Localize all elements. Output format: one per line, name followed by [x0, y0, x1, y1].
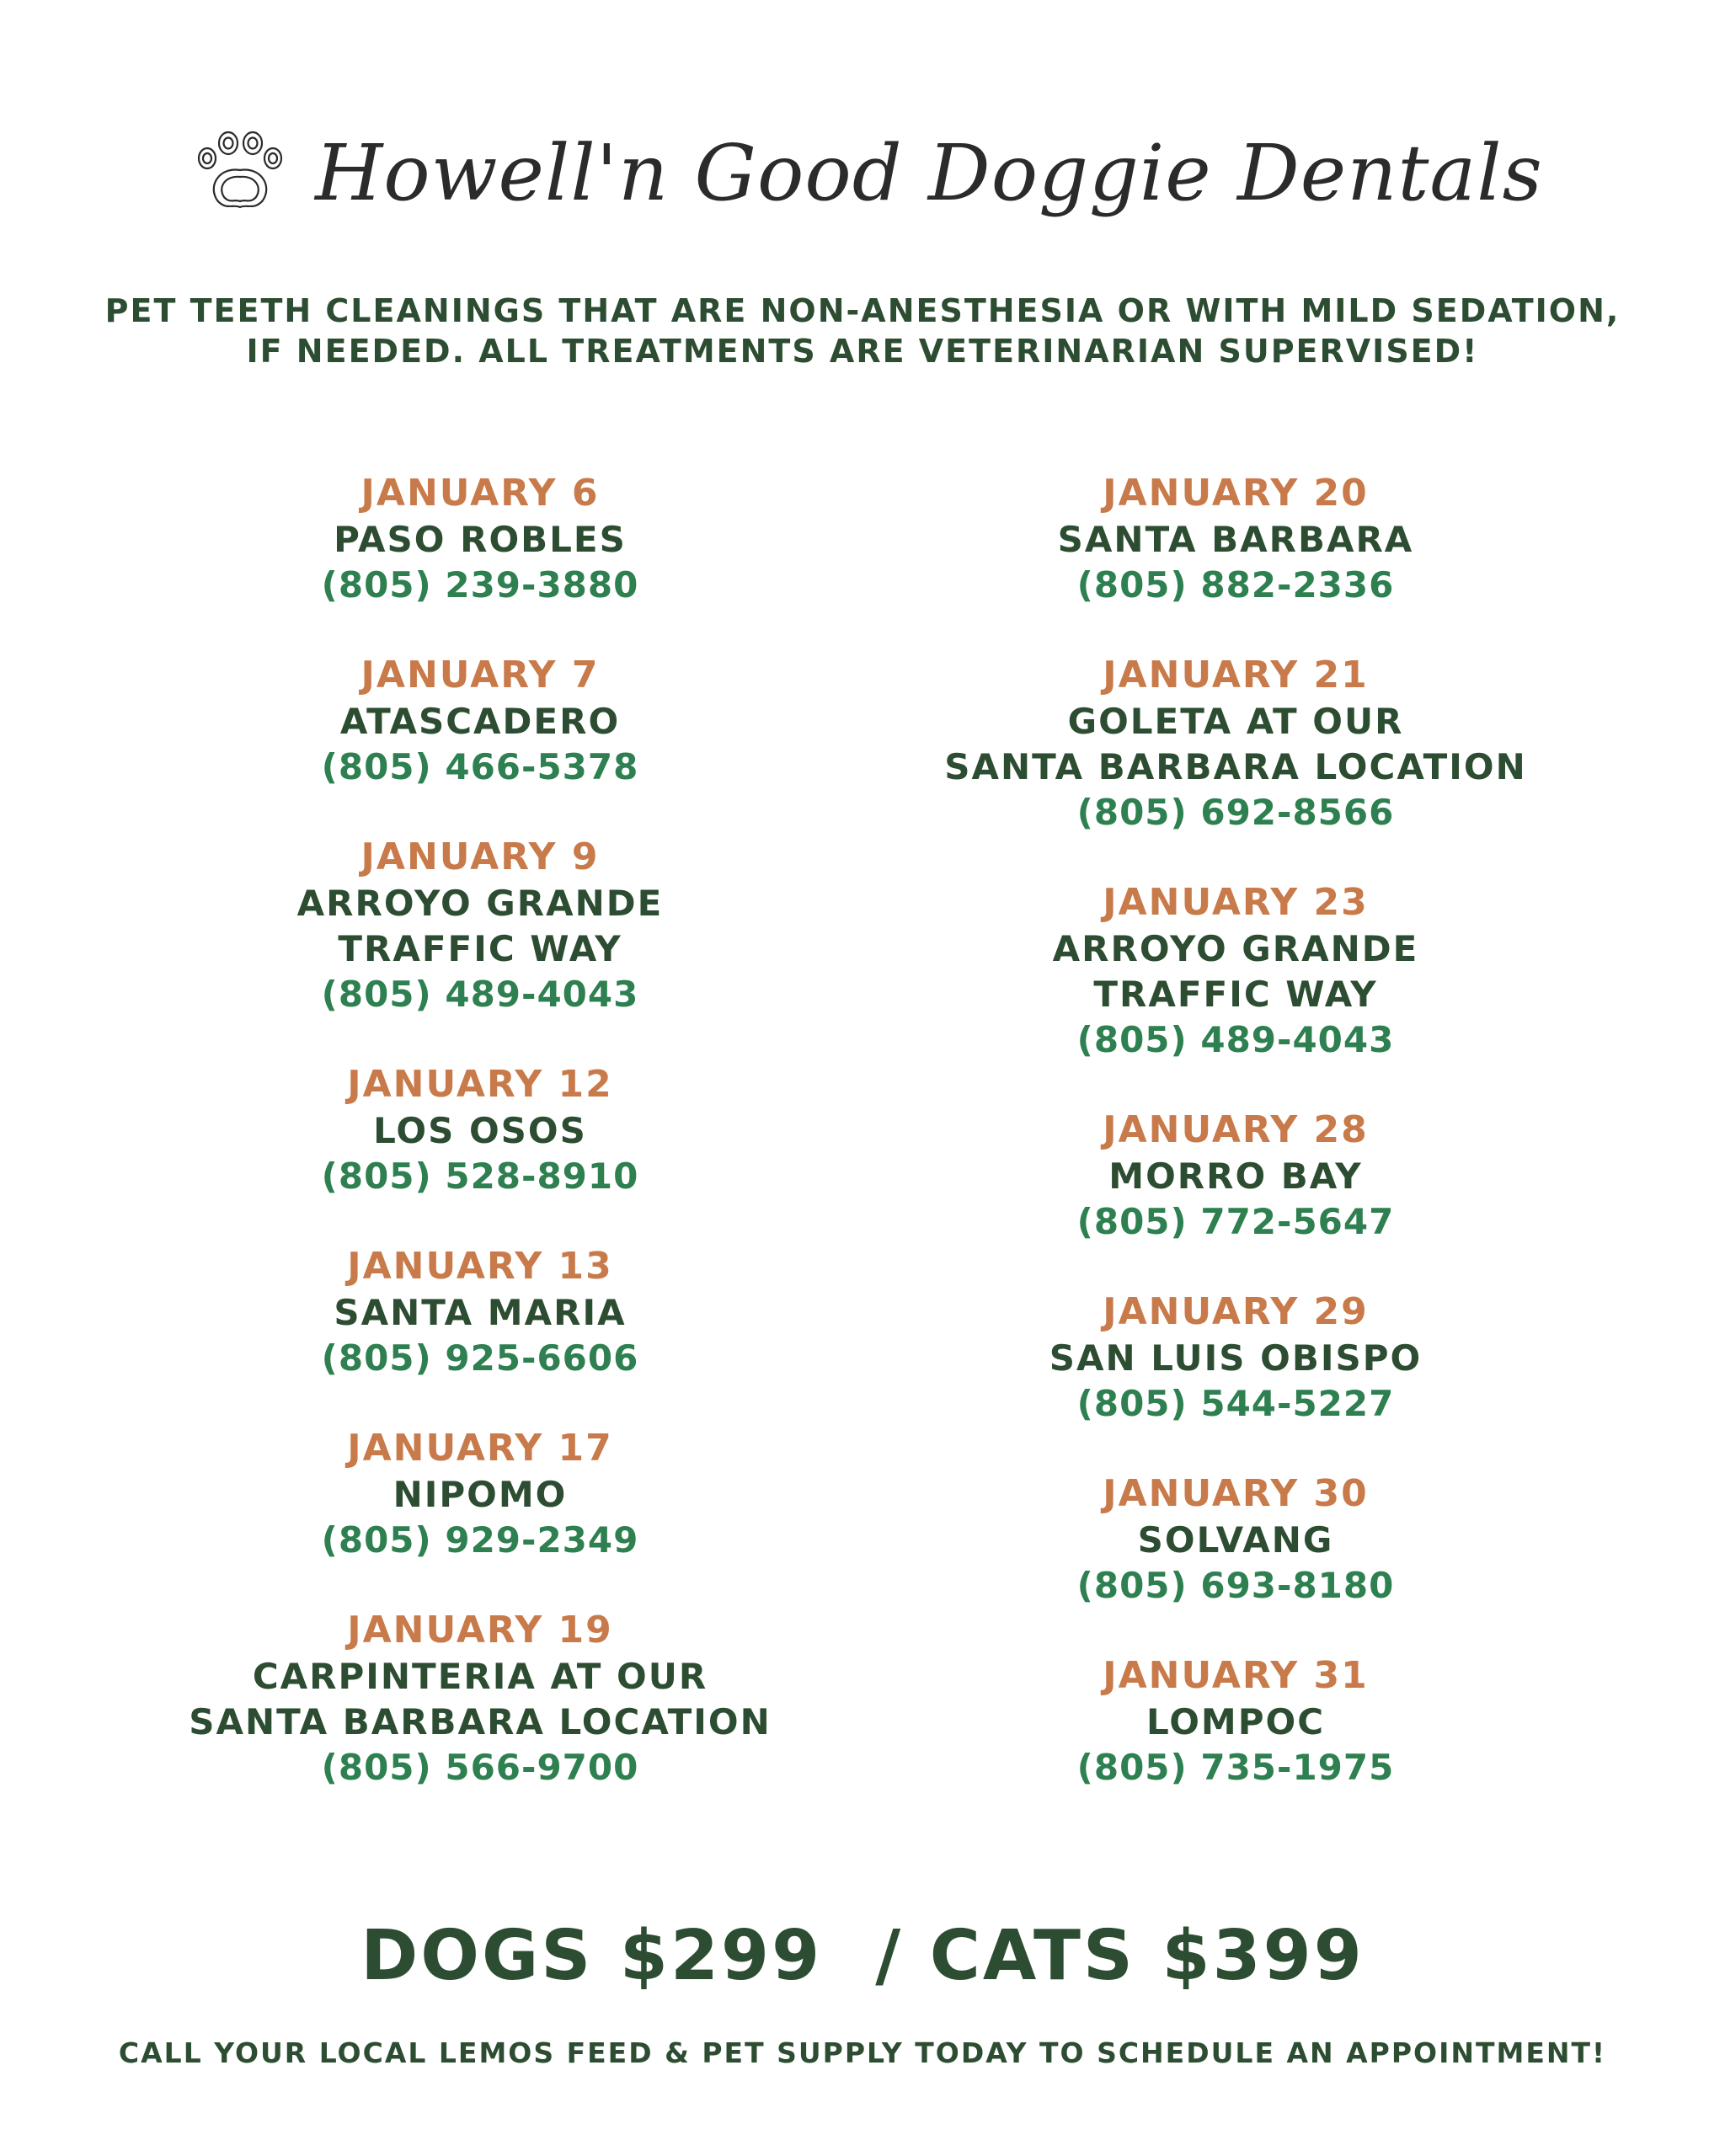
entry-phone: (805) 925-6606	[321, 1337, 639, 1379]
schedule-entry	[857, 1652, 1615, 1790]
entry-phone: (805) 772-5647	[1076, 1201, 1395, 1242]
schedule-column-right	[857, 470, 1615, 1834]
tagline-line-1: PET TEETH CLEANINGS THAT ARE NON-ANESTHESIA OR WITH MILD SEDATION,	[104, 292, 1621, 329]
entry-location: ATASCADERO	[339, 701, 621, 742]
call-to-action: CALL YOUR LOCAL LEMOS FEED & PET SUPPLY TODAY TO SCHEDULE AN APPOINTMENT!	[118, 2036, 1607, 2069]
pricing-banner: DOGS $299 / CATS $399	[360, 1916, 1365, 1996]
entry-date: JANUARY 29	[1103, 1290, 1369, 1333]
entry-location: PASO ROBLES	[334, 519, 627, 560]
schedule-entry	[857, 470, 1615, 608]
entry-phone: (805) 929-2349	[321, 1519, 639, 1561]
schedule-entry	[101, 1425, 859, 1563]
entry-date: JANUARY 30	[1103, 1472, 1369, 1515]
entry-phone: (805) 544-5227	[1076, 1383, 1395, 1424]
entry-location: SANTA BARBARA LOCATION	[944, 746, 1527, 787]
entry-date: JANUARY 12	[347, 1063, 613, 1106]
entry-phone: (805) 566-9700	[321, 1747, 639, 1788]
entry-date: JANUARY 9	[360, 835, 600, 878]
entry-phone: (805) 692-8566	[1076, 792, 1395, 833]
brand-title: Howell'n Good Doggie Dentals	[315, 127, 1543, 218]
entry-location: MORRO BAY	[1108, 1155, 1363, 1197]
schedule-entry	[101, 1061, 859, 1199]
entry-date: JANUARY 19	[347, 1609, 613, 1652]
entry-location: SANTA BARBARA	[1057, 519, 1414, 560]
entry-date: JANUARY 6	[360, 472, 600, 515]
schedule-entry	[101, 652, 859, 790]
entry-location: TRAFFIC WAY	[1093, 974, 1378, 1015]
schedule-entry	[857, 1289, 1615, 1427]
entry-location: SOLVANG	[1137, 1519, 1334, 1561]
schedule-entry	[857, 1470, 1615, 1609]
entry-phone: (805) 693-8180	[1076, 1565, 1395, 1606]
entry-phone: (805) 882-2336	[1076, 564, 1395, 606]
schedule-entry	[101, 470, 859, 608]
entry-date: JANUARY 31	[1103, 1654, 1369, 1697]
entry-date: JANUARY 21	[1103, 654, 1369, 696]
tagline-line-2: IF NEEDED. ALL TREATMENTS ARE VETERINARIAN SUPERVISED!	[246, 333, 1479, 370]
entry-date: JANUARY 20	[1103, 472, 1369, 515]
entry-phone: (805) 466-5378	[321, 746, 639, 787]
schedule-entry	[101, 1607, 859, 1790]
entry-location: ARROYO GRANDE	[1052, 928, 1419, 969]
schedule-entry	[857, 1107, 1615, 1245]
entry-location: CARPINTERIA AT OUR	[252, 1656, 708, 1697]
tagline	[0, 291, 1725, 371]
entry-location: LOS OSOS	[373, 1110, 587, 1151]
entry-date: JANUARY 28	[1103, 1108, 1369, 1151]
entry-location: TRAFFIC WAY	[338, 928, 622, 969]
entry-location: NIPOMO	[393, 1474, 568, 1515]
brand-header	[0, 109, 1725, 236]
entry-phone: (805) 489-4043	[321, 974, 639, 1015]
entry-location: SANTA BARBARA LOCATION	[189, 1701, 772, 1742]
entry-date: JANUARY 7	[360, 654, 600, 696]
entry-location: SANTA MARIA	[334, 1292, 627, 1333]
entry-date: JANUARY 13	[347, 1245, 613, 1288]
entry-location: GOLETA AT OUR	[1067, 701, 1404, 742]
entry-phone: (805) 528-8910	[321, 1155, 639, 1197]
entry-location: LOMPOC	[1146, 1701, 1326, 1742]
entry-location: ARROYO GRANDE	[296, 883, 664, 924]
entry-phone: (805) 735-1975	[1076, 1747, 1395, 1788]
schedule-entry	[101, 834, 859, 1017]
entry-date: JANUARY 23	[1103, 881, 1369, 924]
entry-phone: (805) 489-4043	[1076, 1019, 1395, 1060]
entry-date: JANUARY 17	[347, 1427, 613, 1470]
schedule-entry	[857, 652, 1615, 835]
entry-location: SAN LUIS OBISPO	[1049, 1337, 1423, 1379]
entry-phone: (805) 239-3880	[321, 564, 639, 606]
schedule-entry	[857, 879, 1615, 1063]
schedule-column-left	[101, 470, 859, 1834]
paw-print-icon	[182, 126, 300, 219]
schedule-entry	[101, 1243, 859, 1381]
